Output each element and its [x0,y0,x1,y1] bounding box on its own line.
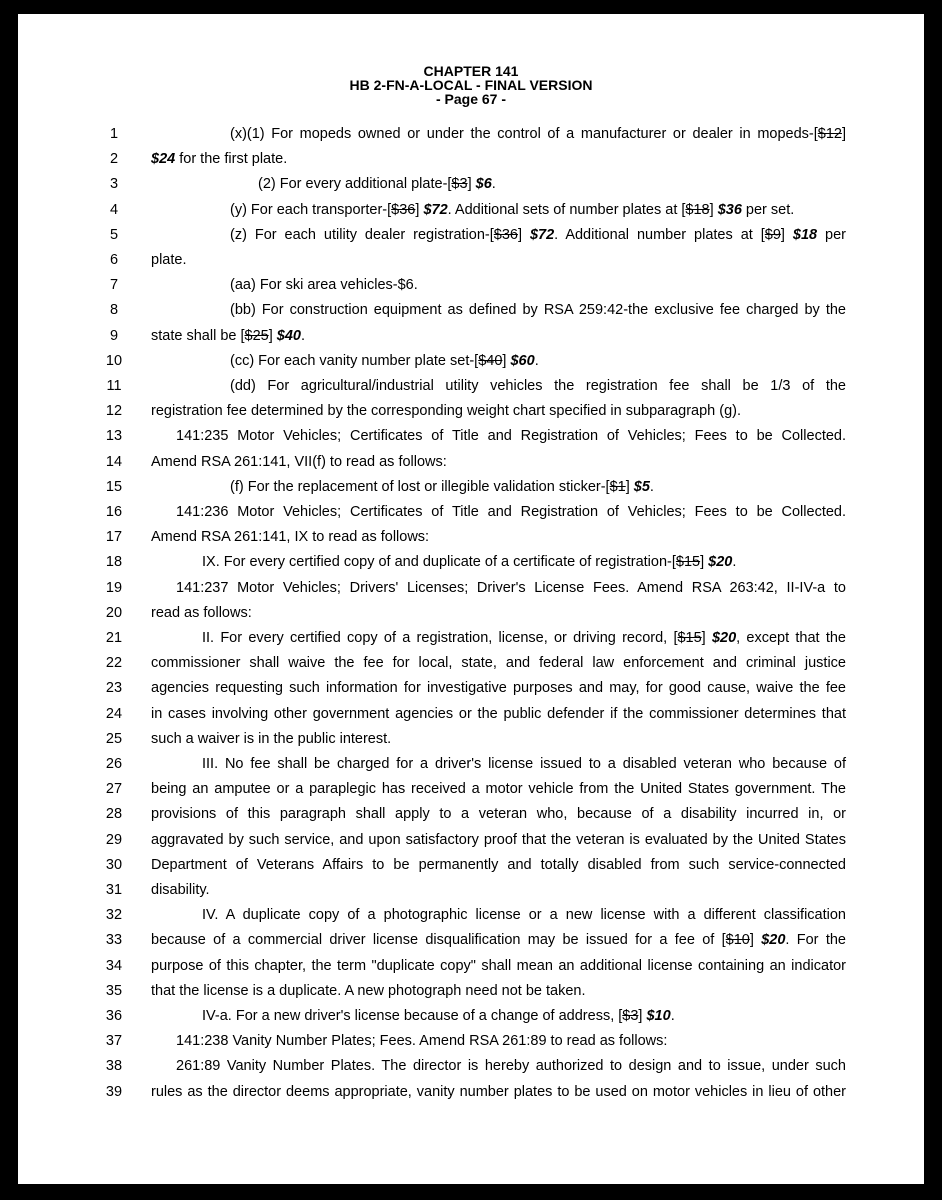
text-segment: being an amputee or a paraplegic has received a motor vehicle from the United States government. The [151,781,846,798]
text-segment: IV-a. For a new driver's license because of a change of address, [ [202,1008,623,1024]
document-line [18,198,924,222]
line-number: 8 [109,302,119,319]
line-number: 29 [105,831,123,848]
line-text [230,122,846,146]
deleted-amount: $36 [391,201,416,218]
line-number: 16 [105,504,123,520]
line-text [230,273,418,297]
text-segment: ] [268,327,277,344]
inserted-amount: $40 [276,327,301,344]
inserted-amount: $10 [646,1008,671,1024]
inserted-amount: $60 [510,352,535,369]
inserted-amount: $72 [529,226,555,243]
deleted-amount: $15 [675,554,701,571]
document-line [18,601,924,625]
line-number: 18 [105,554,123,571]
document-line [18,122,924,146]
inserted-amount: $20 [708,554,733,571]
text-segment: 141:235 Motor Vehicles; Certificates of Title and Registration of Vehicles; Fees to be Collected. [176,428,846,445]
text-segment: . [732,554,737,571]
document-line [18,525,924,549]
line-text [230,298,846,322]
document-line [18,399,924,423]
line-number: 21 [105,630,123,646]
text-segment: . Additional number plates at [ [554,226,765,243]
line-text [151,651,846,675]
document-line [18,878,924,902]
line-text [176,1054,846,1078]
document-line [18,223,924,247]
inserted-amount: $24 [151,151,176,168]
text-segment: (z) For each utility dealer registration-[ [230,226,494,243]
document-line [18,702,924,726]
deleted-amount: $9 [764,226,781,243]
text-segment: aggravated by such service, and upon satisfactory proof that the veteran is evaluated by the United States [151,831,846,848]
document-line [18,349,924,373]
line-text [151,1080,846,1104]
line-number: 12 [105,403,123,420]
line-text [202,1004,675,1028]
line-text [258,172,496,196]
deleted-amount: $40 [478,352,503,369]
text-segment: (2) For every additional plate-[ [258,176,452,193]
text-segment: (y) For each transporter-[ [230,201,392,218]
text-segment: rules as the director deems appropriate, vanity number plates to be used on motor vehicles in lieu of other [151,1083,846,1100]
line-text [230,198,794,222]
text-segment: ] [415,201,424,218]
line-number: 11 [106,378,122,394]
text-segment: ] [841,126,846,142]
document-line [18,752,924,776]
document-line [18,928,924,952]
text-segment: ] [502,352,511,369]
text-segment: II. For every certified copy of a registration, license, or driving record, [ [202,630,678,646]
text-segment: ] [467,176,476,193]
text-segment: in cases involving other government agencies or the public defender if the commissioner determines that [151,705,846,722]
inserted-amount: $72 [423,201,448,218]
line-number: 14 [105,453,123,470]
document-line [18,298,924,322]
line-text [151,601,252,625]
line-number: 39 [105,1083,123,1100]
line-text [151,802,846,826]
text-segment: state shall be [ [151,327,245,344]
deleted-amount: $36 [493,226,518,243]
line-number: 27 [105,781,123,798]
text-segment: ] [749,932,762,949]
line-text [202,752,846,776]
line-number: 5 [109,226,119,243]
text-segment: because of a commercial driver license disqualification may be issued for a fee of [ [151,932,726,949]
text-segment: IX. For every certified copy of and duplicate of a certificate of registration-[ [202,554,676,571]
inserted-amount: $20 [761,932,786,949]
text-segment: that the license is a duplicate. A new photograph need not be taken. [151,982,586,999]
deleted-amount: $15 [677,630,702,646]
line-text [151,878,210,902]
text-segment: Department of Veterans Affairs to be permanently and totally disabled from such service-connected [151,856,846,873]
document-line [18,248,924,272]
text-segment: provisions of this paragraph shall apply to a veteran who, because of a disability incurred in, or [151,806,846,823]
document-line [18,172,924,196]
text-segment: . [649,478,654,495]
document-line [18,1054,924,1078]
text-segment: 141:238 Vanity Number Plates; Fees. Amend RSA 261:89 to read as follows: [176,1033,668,1050]
document-line [18,676,924,700]
line-number: 23 [105,680,123,697]
document-line [18,777,924,801]
line-number: 7 [109,277,119,294]
document-line [18,1029,924,1053]
text-segment: purpose of this chapter, the term "duplicate copy" shall mean an additional license containing an indicator [151,957,846,974]
line-number: 22 [105,655,123,672]
deleted-amount: $1 [609,478,626,495]
line-number: 25 [105,730,123,747]
line-text [202,903,846,927]
text-segment: (bb) For construction equipment as defined by RSA 259:42-the exclusive fee charged by the [230,302,846,319]
line-text [202,550,736,574]
text-segment: disability. [151,882,210,898]
text-segment: . [300,327,305,344]
document-line [18,979,924,1003]
text-segment: ] [701,630,712,646]
deleted-amount: $25 [244,327,269,344]
line-number: 15 [105,478,123,495]
line-text [151,248,186,272]
document-line [18,651,924,675]
document-line [18,802,924,826]
line-text [151,399,741,423]
text-segment: per [817,226,846,243]
line-text [151,324,305,348]
line-text [176,1029,667,1053]
document-line [18,273,924,297]
line-number: 6 [109,252,119,268]
text-segment: . Additional sets of number plates at [ [447,201,686,218]
line-text [151,702,846,726]
document-line [18,374,924,398]
line-number: 32 [105,907,123,924]
text-segment: per set. [741,201,795,218]
text-segment: IV. A duplicate copy of a photographic license or a new license with a different classification [202,907,846,924]
line-text [176,500,846,524]
text-segment: Amend RSA 261:141, VII(f) to read as follows: [151,453,447,470]
text-segment: ] [780,226,793,243]
line-number: 31 [105,882,123,898]
text-segment: (f) For the replacement of lost or illegible validation sticker-[ [230,478,610,495]
line-text [230,223,846,247]
text-segment: 141:237 Motor Vehicles; Drivers' Licenses; Driver's License Fees. Amend RSA 263:42, II-IV-a to [176,579,846,596]
line-text [151,928,846,952]
document-line [18,954,924,978]
line-number: 33 [105,932,123,949]
text-segment: , except that the [736,630,846,646]
page-header [18,64,924,106]
document-line [18,626,924,650]
text-segment: ] [709,201,718,218]
deleted-amount: $12 [817,126,842,142]
document-line [18,853,924,877]
text-segment: plate. [151,252,187,268]
text-segment: ] [638,1008,647,1024]
line-text [176,424,846,448]
line-text [151,676,846,700]
line-text [151,777,846,801]
line-text [202,626,846,650]
text-segment: such a waiver is in the public interest. [151,730,392,747]
text-segment: ] [517,226,530,243]
inserted-amount: $20 [711,630,737,646]
line-text [151,828,846,852]
line-number: 1 [109,126,119,142]
line-text [151,954,846,978]
text-segment: 141:236 Motor Vehicles; Certificates of Title and Registration of Vehicles; Fees to be Collected. [176,504,846,520]
line-text [176,576,846,600]
line-number: 10 [105,352,123,369]
deleted-amount: $10 [725,932,750,949]
inserted-amount: $5 [633,478,650,495]
line-number: 3 [109,176,119,193]
line-number: 20 [105,604,123,621]
document-page [18,14,924,1184]
document-line [18,1080,924,1104]
deleted-amount: $18 [685,201,710,218]
document-line [18,500,924,524]
line-number: 37 [105,1033,123,1050]
inserted-amount: $18 [792,226,818,243]
line-number: 17 [105,529,123,546]
chapter-title: CHAPTER 141 [423,63,519,79]
text-segment: III. No fee shall be charged for a driver's license issued to a disabled veteran who because of [202,756,846,772]
text-segment: ] [625,478,634,495]
line-number: 30 [105,856,123,873]
line-number: 2 [109,151,119,168]
line-text [230,374,846,398]
line-number: 13 [105,428,123,445]
text-segment: (x)(1) For mopeds owned or under the control of a manufacturer or dealer in mopeds-[ [230,126,818,142]
document-line [18,450,924,474]
text-segment: . [491,176,496,193]
text-segment: commissioner shall waive the fee for local, state, and federal law enforcement and criminal justice [151,655,846,672]
document-line [18,550,924,574]
line-text [151,525,429,549]
text-segment: (cc) For each vanity number plate set-[ [230,352,479,369]
deleted-amount: $3 [622,1008,639,1024]
bill-title: HB 2-FN-A-LOCAL - FINAL VERSION [349,77,593,93]
text-segment: . [534,352,539,369]
document-line [18,324,924,348]
page-number: - Page 67 - [435,91,507,107]
line-number: 9 [109,327,119,344]
text-segment: (aa) For ski area vehicles-$6. [230,277,418,294]
document-line [18,576,924,600]
document-line [18,147,924,171]
document-line [18,475,924,499]
line-text [151,853,846,877]
line-text [151,979,586,1003]
document-line [18,1004,924,1028]
text-segment: Amend RSA 261:141, IX to read as follows: [151,529,430,546]
text-segment: ] [700,554,709,571]
document-line [18,828,924,852]
text-segment: . For the [785,932,846,949]
document-line [18,727,924,751]
document-line [18,903,924,927]
line-number: 28 [105,806,123,823]
inserted-amount: $6 [475,176,492,193]
text-segment: agencies requesting such information for investigative purposes and may, for good cause, waive the fee [151,680,846,697]
text-segment: (dd) For agricultural/industrial utility vehicles the registration fee shall be 1/3 of the [230,378,846,394]
inserted-amount: $36 [717,201,742,218]
line-text [151,727,391,751]
line-number: 38 [105,1058,123,1075]
line-number: 26 [105,756,123,772]
line-number: 4 [109,201,119,218]
text-segment: 261:89 Vanity Number Plates. The director is hereby authorized to design and to issue, under such [176,1058,846,1075]
text-segment: read as follows: [151,604,252,621]
line-text [230,349,539,373]
line-number: 35 [105,982,123,999]
text-segment: for the first plate. [175,151,288,168]
line-text [230,475,654,499]
line-number: 19 [105,579,123,596]
line-number: 24 [105,705,123,722]
line-text [151,147,287,171]
deleted-amount: $3 [451,176,468,193]
document-line [18,424,924,448]
line-text [151,450,447,474]
line-number: 36 [105,1008,123,1024]
text-segment: registration fee determined by the corresponding weight chart specified in subparagraph (g). [151,403,742,420]
line-number: 34 [105,957,123,974]
text-segment: . [670,1008,675,1024]
